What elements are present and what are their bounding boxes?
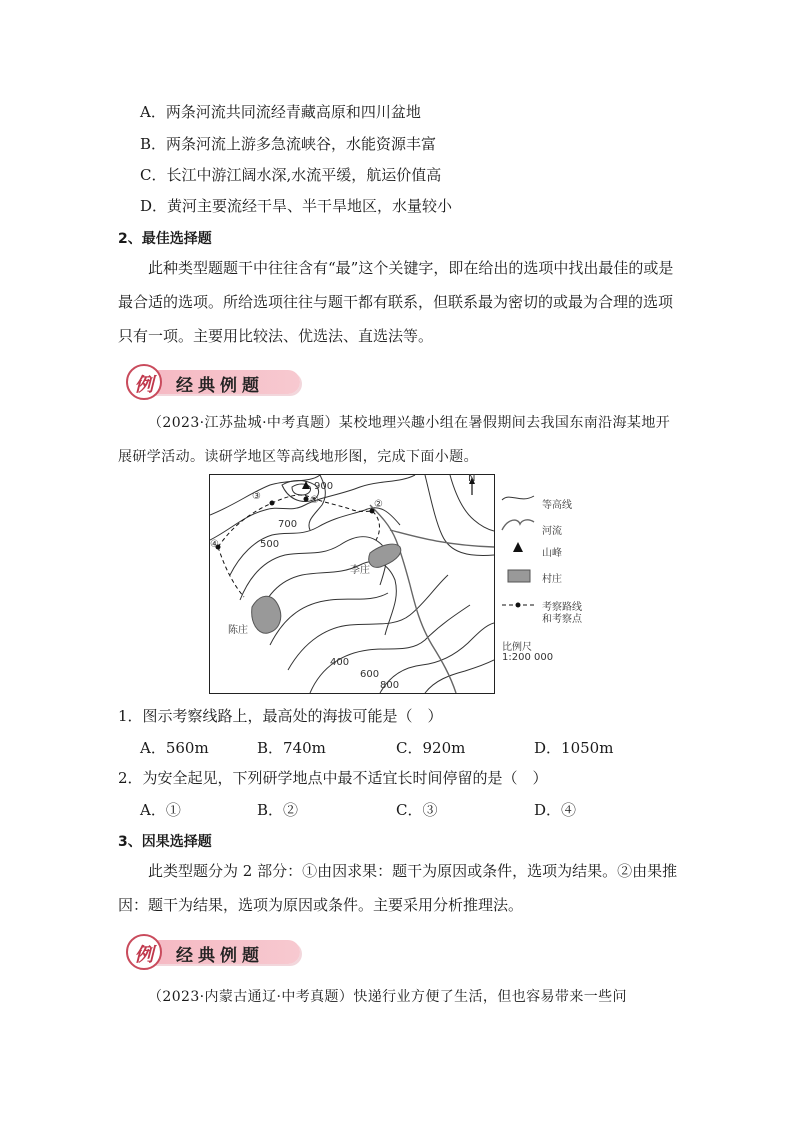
scale-value: 1:200 000 bbox=[502, 652, 554, 663]
point-label-3: ③ bbox=[252, 491, 261, 502]
contour-line-icon bbox=[502, 496, 534, 500]
option-c: C．长江中游江阔水深,水流平缓，航运价值高 bbox=[140, 166, 442, 184]
scale-title: 比例尺 bbox=[502, 642, 532, 653]
contour-map bbox=[209, 474, 495, 694]
legend-label-peak: 山峰 bbox=[542, 548, 562, 559]
legend-label-route: 考察路线 bbox=[542, 602, 582, 613]
q1-option-b: B．740m bbox=[257, 739, 326, 757]
option-b: B．两条河流上游多急流峡谷，水能资源丰富 bbox=[140, 135, 437, 153]
contour-label-500: 500 bbox=[260, 539, 280, 550]
contour-label-600: 600 bbox=[360, 669, 380, 680]
option-d: D．黄河主要流经干旱、半干旱地区，水量较小 bbox=[140, 197, 453, 215]
village-label-lizhuang: 李庄 bbox=[350, 565, 370, 576]
village-label-chenzhuang: 陈庄 bbox=[228, 625, 248, 636]
north-label: N bbox=[468, 473, 476, 484]
q2-option-b: B．② bbox=[257, 801, 299, 819]
example-intro-1: （2023·江苏盐城·中考真题）某校地理兴趣小组在暑假期间去我国东南沿海某地开展研学活动。读研学地区等高线地形图，完成下面小题。 bbox=[118, 415, 671, 465]
example-banner-1 bbox=[124, 362, 302, 400]
section-heading-2: 2、最佳选择题 bbox=[118, 231, 212, 247]
question-1: 1．图示考察线路上，最高处的海拔可能是（ ） bbox=[118, 707, 443, 725]
section-paragraph-2: 此种类型题题干中往往含有“最”这个关键字，即在给出的选项中找出最佳的或是最合适的选项。所给选项往往与题干都有联系，但联系最为密切的或最为合理的选项只有一项。主要用比较法、优选法、直选法等。 bbox=[118, 259, 674, 345]
point-label-2: ② bbox=[374, 499, 383, 510]
question-2: 2．为安全起见，下列研学地点中最不适宜长时间停留的是（ ） bbox=[118, 769, 548, 787]
q2-option-c: C．③ bbox=[396, 801, 438, 819]
example-icon: 例 bbox=[126, 934, 162, 970]
legend-label-point: 和考察点 bbox=[542, 614, 582, 625]
point-label-1: ① bbox=[310, 495, 319, 506]
village-shape-lizhuang bbox=[369, 544, 401, 567]
legend-label-village: 村庄 bbox=[542, 574, 562, 585]
river-icon bbox=[502, 520, 534, 530]
contour-label-400: 400 bbox=[330, 657, 350, 668]
contour-label-800: 800 bbox=[380, 680, 400, 691]
legend-label-contour: 等高线 bbox=[542, 500, 572, 511]
map-legend bbox=[500, 474, 610, 674]
section-heading-3: 3、因果选择题 bbox=[118, 834, 212, 850]
village-box-icon bbox=[508, 570, 530, 582]
option-a: A．两条河流共同流经青藏高原和四川盆地 bbox=[140, 103, 421, 121]
q1-option-d: D．1050m bbox=[534, 739, 614, 757]
point-label-4: ④ bbox=[210, 539, 219, 550]
example-banner-2 bbox=[124, 932, 302, 970]
q2-option-a: A．① bbox=[140, 801, 181, 819]
section-paragraph-3: 此类型题分为 2 部分：①由因求果：题干为原因或条件，选项为结果。②由果推因：题干为结果，选项为原因或条件。主要采用分析推理法。 bbox=[118, 862, 678, 914]
banner-label: 经典例题 bbox=[176, 376, 264, 396]
q2-option-d: D．④ bbox=[534, 801, 577, 819]
contour-label-700: 700 bbox=[278, 519, 298, 530]
peak-triangle-icon bbox=[513, 542, 523, 552]
example-icon: 例 bbox=[126, 364, 162, 400]
legend-label-river: 河流 bbox=[542, 526, 562, 537]
contour-map-svg bbox=[210, 475, 494, 693]
banner-label: 经典例题 bbox=[176, 946, 264, 966]
q1-option-c: C．920m bbox=[396, 739, 466, 757]
example-intro-2: （2023·内蒙古通辽·中考真题）快递行业方便了生活，但也容易带来一些问 bbox=[148, 989, 627, 1005]
village-shape-chenzhuang bbox=[252, 596, 281, 633]
contour-label-900: 900 bbox=[314, 481, 334, 492]
q1-option-a: A．560m bbox=[140, 739, 209, 757]
